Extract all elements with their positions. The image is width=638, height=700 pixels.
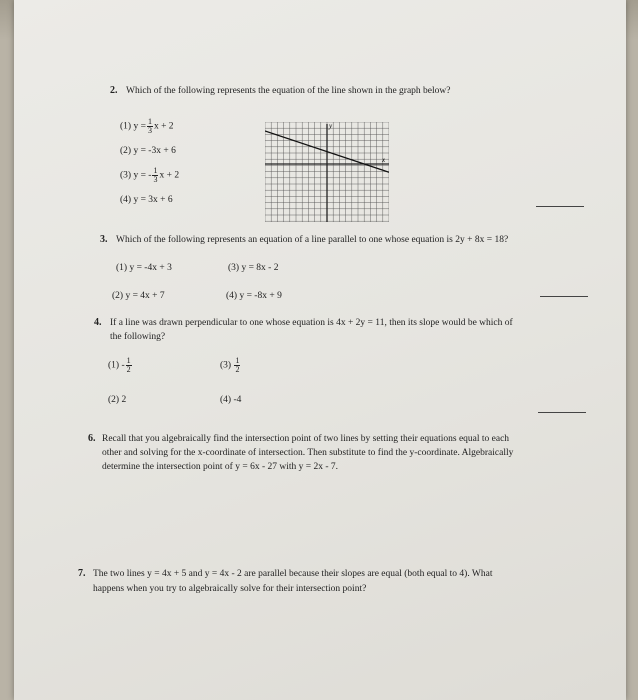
q3-option-3: (3) y = 8x - 2 xyxy=(228,263,279,273)
q4-option-2: (2) 2 xyxy=(108,395,127,405)
q4-option-4: (4) -4 xyxy=(220,395,242,405)
q4-option-1: (1) - $\frac{1}{2}$ xyxy=(108,356,131,374)
q7-text-line2: happens when you try to algebraically solve for their intersection point? xyxy=(93,584,367,594)
worksheet-page xyxy=(14,0,626,700)
q4-answer-blank xyxy=(538,412,586,413)
q7-number: 7. xyxy=(78,568,86,579)
q6-text-line2: other and solving for the x-coordinate of intersection. Then substitute to find the y-coordinate. Algebraically xyxy=(102,448,514,458)
q2-option-3: (3) y = - $\frac{1}{3}$ x + 2 xyxy=(120,166,180,184)
q6-text-line3: determine the intersection point of y = 6x - 27 with y = 2x - 7. xyxy=(102,462,339,472)
q3-option-2: (2) y = 4x + 7 xyxy=(112,291,165,301)
q7-text-line1: The two lines y = 4x + 5 and y = 4x - 2 are parallel because their slopes are equal (both equal to 4). What xyxy=(93,569,493,579)
q2-answer-blank xyxy=(536,206,584,207)
q4-text-line1: If a line was drawn perpendicular to one whose equation is 4x + 2y = 11, then its slope would be which of xyxy=(110,318,513,328)
graph-y-label: y xyxy=(329,122,333,130)
q2-text: Which of the following represents the equation of the line shown in the graph below? xyxy=(126,86,451,96)
q3-text: Which of the following represents an equation of a line parallel to one whose equation is 2y + 8x = 18? xyxy=(116,235,509,245)
q4-number: 4. xyxy=(94,317,102,328)
graph-x-label: x xyxy=(382,156,386,164)
q6-number: 6. xyxy=(88,433,96,444)
q2-option-4: (4) y = 3x + 6 xyxy=(120,195,173,205)
q2-option-1: (1) y = $\frac{1}{3}$ x + 2 xyxy=(120,117,174,135)
q2-graph xyxy=(265,122,389,222)
q4-text-line2: the following? xyxy=(110,332,166,342)
q3-option-4: (4) y = -8x + 9 xyxy=(226,291,282,301)
q6-text-line1: Recall that you algebraically find the intersection point of two lines by setting their equations equal to each xyxy=(102,434,510,444)
q3-number: 3. xyxy=(100,234,108,245)
q3-option-1: (1) y = -4x + 3 xyxy=(116,263,172,273)
q3-answer-blank xyxy=(540,296,588,297)
q2-number: 2. xyxy=(110,85,118,96)
q2-option-2: (2) y = -3x + 6 xyxy=(120,146,176,156)
q4-option-3: (3) $\frac{1}{2}$ xyxy=(220,356,240,374)
